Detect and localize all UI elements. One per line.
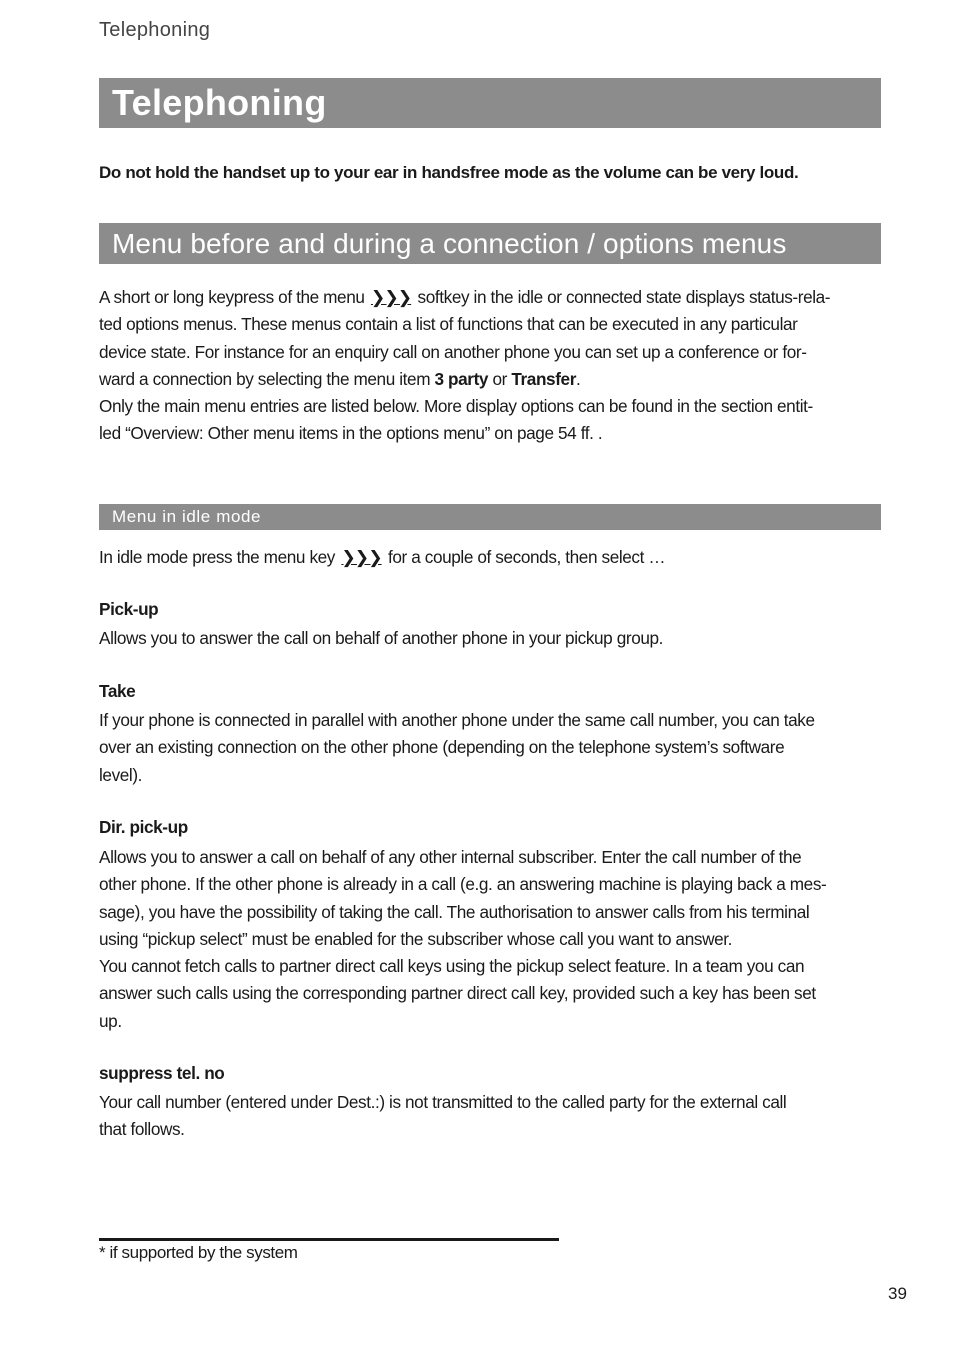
running-head: Telephoning: [99, 19, 211, 41]
entry-term-dir-pick-up: Dir. pick-up: [99, 817, 188, 837]
idle-intro: In idle mode press the menu key ❯❯❯ for a couple of seconds, then select …: [99, 544, 889, 571]
entry-desc-take: If your phone is connected in parallel with another phone under the same call number, you can take over an existing connection on the other phone (depending on the telephone system’s software level).: [99, 710, 815, 785]
entry-term-suppress-tel-no: suppress tel. no: [99, 1063, 225, 1083]
intro-line-1: A short or long keypress of the menu ❯❯❯ softkey in the idle or connected state displays status-rela-: [99, 284, 889, 311]
page-number: 39: [888, 1284, 907, 1303]
entry-term-pick-up: Pick-up: [99, 599, 159, 619]
chapter-title-bar: [99, 78, 881, 128]
intro-line-2: ted options menus. These menus contain a list of functions that can be executed in any particular: [99, 314, 798, 335]
entry-desc-dir-pick-up: Allows you to answer a call on behalf of any other internal subscriber. Enter the call number of the other phone. If the other phone is already in a call (e.g. an answering machine is playing back a mes- sage), you have the possibility of taking the call. The authorisation to answer calls from his terminal using “pickup select” must be enabled for the subscriber whose call you want to answer. You cannot fetch calls to partner direct call keys using the pickup select feature. In a team you can answer such calls using the corresponding partner direct call key, provided such a key has been set up.: [99, 847, 827, 1031]
chapter-title: Telephoning: [112, 82, 327, 123]
subsection-heading-bar: [99, 504, 881, 530]
intro-line-3: device state. For instance for an enquiry call on another phone you can set up a conference or for-: [99, 341, 807, 362]
intro-line-4: ward a connection by selecting the menu item 3 party or Transfer.: [99, 368, 581, 389]
entry-desc-suppress-tel-no: Your call number (entered under Dest.:) is not transmitted to the called party for the external call that follows.: [99, 1092, 787, 1140]
entry-term-take: Take: [99, 681, 136, 701]
menu-item-transfer: Transfer: [511, 368, 576, 389]
menu-key-icon: ❯❯❯: [341, 547, 382, 567]
section-heading: Menu before and during a connection / options menus: [112, 227, 787, 259]
menu-key-icon: ❯❯❯: [370, 287, 412, 307]
entry-desc-pick-up: Allows you to answer the call on behalf of another phone in your pickup group.: [99, 628, 664, 648]
subsection-heading: Menu in idle mode: [112, 507, 262, 526]
intro-line-5: Only the main menu entries are listed below. More display options can be found in the section entit-: [99, 396, 813, 417]
footnote-divider: [99, 1238, 559, 1241]
footnote: * if supported by the system: [99, 1243, 298, 1262]
intro-line-6: led “Overview: Other menu items in the options menu” on page 54 ff. .: [99, 423, 603, 444]
menu-item-3-party: 3 party: [434, 368, 489, 389]
section-intro: [99, 284, 889, 448]
section-heading-bar: [99, 223, 881, 264]
handsfree-warning: Do not hold the handset up to your ear in handsfree mode as the volume can be very loud.: [99, 163, 799, 182]
